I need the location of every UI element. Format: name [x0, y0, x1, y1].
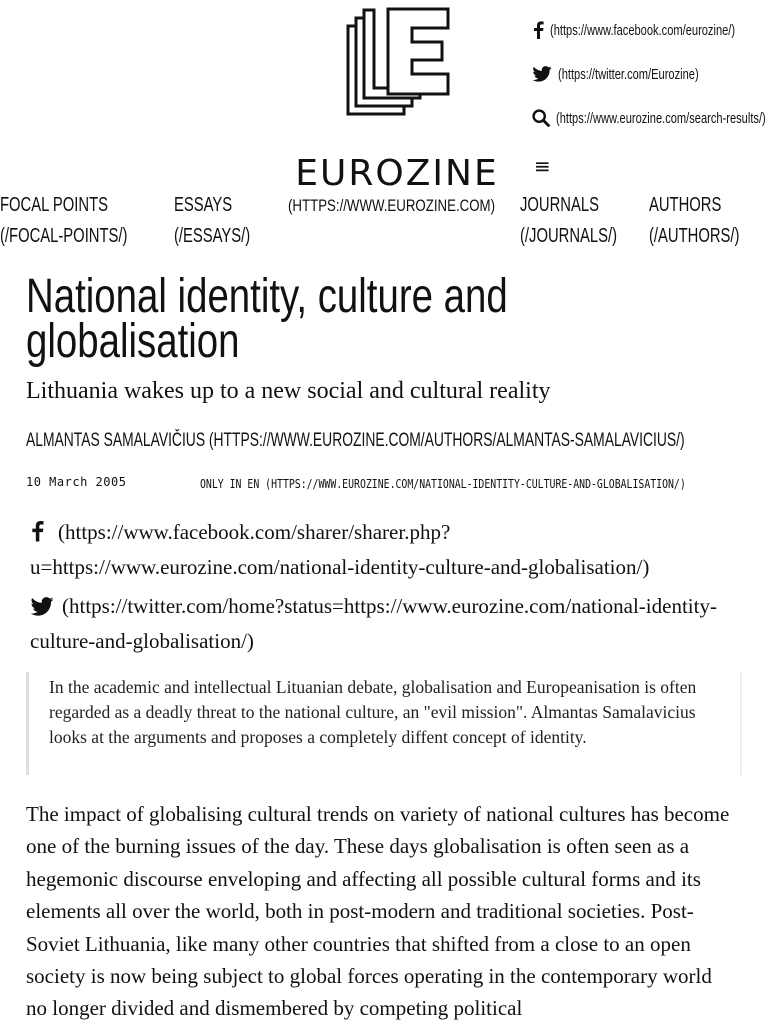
- search-link-label: (https://www.eurozine.com/search-results/): [556, 109, 766, 127]
- eurozine-logo-mark: [344, 6, 450, 118]
- nav-journals[interactable]: JOURNALS (/JOURNALS/): [520, 194, 618, 247]
- twitter-icon: [30, 593, 62, 625]
- site-name: EUROZINE: [295, 153, 499, 194]
- share-twitter-link[interactable]: [30, 590, 750, 657]
- nav-essays[interactable]: ESSAYS (/ESSAYS/): [174, 194, 251, 247]
- facebook-link-label: (https://www.facebook.com/eurozine/): [550, 21, 736, 39]
- facebook-link[interactable]: [532, 18, 768, 42]
- share-twitter-label: (https://twitter.com/home?status=https://www.eurozine.com/national-identity-culture-and-globalisation/): [30, 594, 717, 653]
- nav-authors[interactable]: AUTHORS (/AUTHORS/): [649, 194, 740, 247]
- search-icon: [532, 109, 550, 127]
- search-link[interactable]: [532, 106, 768, 130]
- hamburger-menu-icon[interactable]: ≡: [534, 154, 551, 178]
- social-links: [532, 18, 768, 150]
- twitter-link-label: (https://twitter.com/Eurozine): [558, 65, 699, 83]
- twitter-icon: [532, 66, 552, 82]
- facebook-icon: [532, 21, 544, 39]
- article-subtitle: Lithuania wakes up to a new social and cultural reality: [26, 378, 551, 404]
- share-facebook-link[interactable]: [30, 516, 750, 583]
- twitter-link[interactable]: [532, 62, 768, 86]
- share-facebook-label: (https://www.facebook.com/sharer/sharer.php?u=https://www.eurozine.com/national-identity-culture-and-globalisation/): [30, 520, 650, 579]
- article-title: National identity, culture and globalisation: [26, 270, 508, 368]
- facebook-icon: [30, 519, 58, 551]
- article-lead: In the academic and intellectual Lituanian debate, globalisation and Europeanisation is often regarded as a deadly threat to the national culture, an "evil mission". Almantas Samalavicius looks at the arguments and proposes a completely diffent concept of identity.: [26, 672, 742, 775]
- publish-date: 10 March 2005: [26, 475, 127, 489]
- site-url-link[interactable]: (HTTPS://WWW.EUROZINE.COM): [288, 196, 495, 215]
- author-link[interactable]: ALMANTAS SAMALAVIČIUS (HTTPS://WWW.EUROZINE.COM/AUTHORS/ALMANTAS-SAMALAVICIUS/): [26, 430, 685, 451]
- site-logo[interactable]: [284, 6, 510, 196]
- language-link[interactable]: ONLY IN EN (HTTPS://WWW.EUROZINE.COM/NATIONAL-IDENTITY-CULTURE-AND-GLOBALISATION/): [200, 477, 686, 491]
- nav-focal-points[interactable]: FOCAL POINTS (/FOCAL-POINTS/): [0, 194, 128, 247]
- article-body: The impact of globalising cultural trends on variety of national cultures has become one of the burning issues of the day. These days globalisation is often seen as a hegemonic discourse enveloping and affecting all possible cultural forms and its elements all over the world, both in post-modern and traditional societies. Post-Soviet Lithuania, like many other countries that shifted from a close to an open society is now being subject to global forces operating in the contemporary world no longer divided and dismembered by competing political: [26, 802, 730, 1021]
